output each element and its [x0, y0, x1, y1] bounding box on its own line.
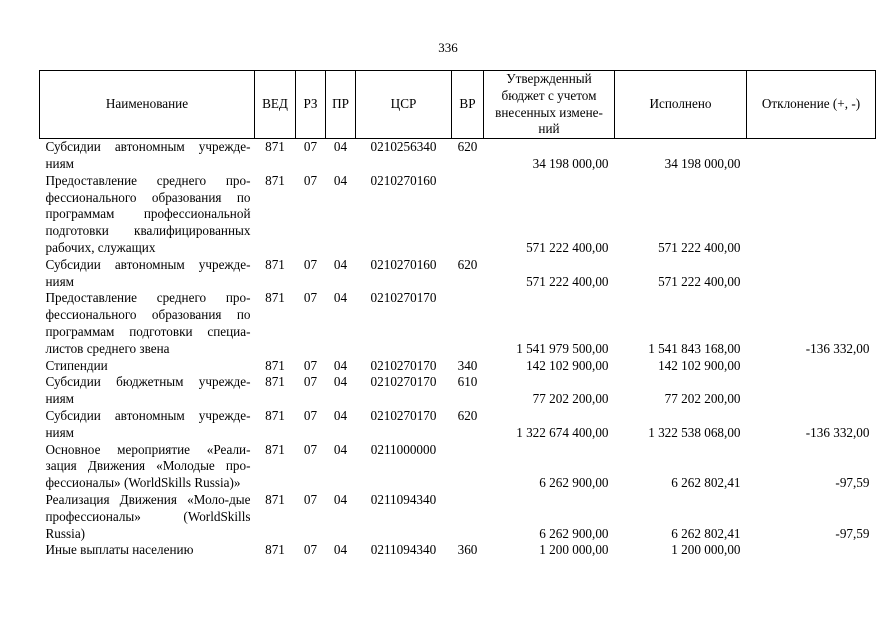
row-rz: 07 [303, 256, 318, 272]
row-deviation [747, 542, 876, 559]
row-name: Субсидии автономным учрежде-ниям [45, 256, 251, 289]
row-deviation [747, 139, 876, 173]
row-ved: 871 [265, 256, 285, 272]
row-pr: 04 [333, 491, 348, 507]
page-number: 336 [438, 40, 458, 55]
row-csr: 0210270160 [370, 256, 437, 272]
row-deviation [747, 358, 876, 375]
row-pr: 04 [333, 172, 348, 188]
row-budget: 1 200 000,00 [539, 542, 609, 558]
table-row [40, 492, 876, 542]
row-csr: 0211094340 [370, 491, 437, 507]
header-pr: ПР [326, 71, 356, 139]
row-executed: 1 322 538 068,00 [648, 424, 741, 440]
row-ved: 871 [265, 374, 285, 390]
row-budget: 142 102 900,00 [526, 357, 609, 373]
table-header-row [40, 71, 876, 139]
table-row [40, 290, 876, 357]
header-name: Наименование [40, 71, 255, 139]
row-vr [452, 173, 484, 257]
row-vr [452, 442, 484, 492]
row-name: Основное мероприятие «Реали-зация Движения «Молодые про-фессионалы» (WorldSkills Russia)» [45, 441, 251, 491]
row-budget: 77 202 200,00 [532, 391, 609, 407]
row-ved: 871 [265, 139, 285, 155]
row-deviation [747, 173, 876, 257]
row-executed: 34 198 000,00 [664, 155, 741, 171]
table-row [40, 542, 876, 559]
row-vr: 620 [457, 407, 478, 423]
row-deviation [747, 257, 876, 291]
row-csr: 0211000000 [370, 441, 437, 457]
header-rz: РЗ [296, 71, 326, 139]
row-budget: 1 322 674 400,00 [516, 424, 609, 440]
row-budget: 1 541 979 500,00 [516, 340, 609, 356]
row-deviation: -136 332,00 [805, 340, 870, 356]
row-vr [452, 492, 484, 542]
row-pr: 04 [333, 139, 348, 155]
row-csr: 0211094340 [370, 542, 437, 558]
row-ved: 871 [265, 357, 285, 373]
row-executed: 571 222 400,00 [658, 239, 741, 255]
row-ved: 871 [265, 407, 285, 423]
row-name: Предоставление среднего про-фессионального образования по программам профессиональной подготовки квалифицированных рабочих, служащих [45, 172, 251, 255]
row-deviation [747, 374, 876, 408]
row-csr: 0210270170 [370, 407, 437, 423]
row-executed: 1 200 000,00 [671, 542, 741, 558]
row-vr: 620 [457, 139, 478, 155]
row-vr [452, 290, 484, 357]
row-pr: 04 [333, 374, 348, 390]
row-csr: 0210256340 [370, 139, 437, 155]
table-row [40, 374, 876, 408]
row-ved: 871 [265, 491, 285, 507]
row-budget: 6 262 900,00 [539, 525, 609, 541]
row-budget: 34 198 000,00 [532, 155, 609, 171]
row-vr: 610 [457, 374, 478, 390]
row-pr: 04 [333, 542, 348, 558]
row-pr: 04 [333, 407, 348, 423]
row-executed: 142 102 900,00 [658, 357, 741, 373]
row-csr: 0210270170 [370, 374, 437, 390]
row-executed: 6 262 802,41 [671, 475, 741, 491]
table-row [40, 173, 876, 257]
row-ved: 871 [265, 172, 285, 188]
row-vr: 360 [457, 542, 478, 558]
row-budget: 571 222 400,00 [526, 273, 609, 289]
row-rz: 07 [303, 139, 318, 155]
row-name: Субсидии автономным учрежде-ниям [45, 407, 251, 440]
row-ved: 871 [265, 441, 285, 457]
row-vr: 340 [457, 357, 478, 373]
row-budget: 6 262 900,00 [539, 475, 609, 491]
row-csr: 0210270170 [370, 290, 437, 306]
row-name: Предоставление среднего про-фессионального образования по программам подготовки специа-листов среднего звена [45, 290, 251, 356]
row-deviation: -136 332,00 [805, 424, 870, 440]
row-pr: 04 [333, 441, 348, 457]
header-vr: ВР [452, 71, 484, 139]
row-csr: 0210270160 [370, 172, 437, 188]
table-row [40, 139, 876, 173]
table-row [40, 358, 876, 375]
row-name: Стипендии [45, 357, 108, 373]
row-name: Субсидии автономным учрежде-ниям [45, 139, 251, 171]
budget-table [39, 70, 876, 559]
row-rz: 07 [303, 357, 318, 373]
row-executed: 1 541 843 168,00 [648, 340, 741, 356]
row-rz: 07 [303, 172, 318, 188]
row-rz: 07 [303, 491, 318, 507]
row-rz: 07 [303, 407, 318, 423]
row-executed: 77 202 200,00 [664, 391, 741, 407]
table-row [40, 257, 876, 291]
row-name: Иные выплаты населению [45, 542, 194, 558]
row-deviation: -97,59 [835, 525, 870, 541]
row-name: Субсидии бюджетным учрежде-ниям [45, 374, 251, 407]
row-rz: 07 [303, 374, 318, 390]
header-budget: Утвержденный бюджет с учетом внесенных измене-ний [484, 71, 615, 139]
table-row [40, 442, 876, 492]
header-executed: Исполнено [615, 71, 747, 139]
row-rz: 07 [303, 542, 318, 558]
header-ved: ВЕД [255, 71, 296, 139]
row-executed: 571 222 400,00 [658, 273, 741, 289]
row-ved: 871 [265, 290, 285, 306]
row-budget: 571 222 400,00 [526, 239, 609, 255]
row-ved: 871 [265, 542, 285, 558]
row-csr: 0210270170 [370, 357, 437, 373]
row-rz: 07 [303, 441, 318, 457]
row-name: Реализация Движения «Моло-дые профессионалы» (WorldSkills Russia) [45, 491, 251, 541]
row-rz: 07 [303, 290, 318, 306]
row-pr: 04 [333, 357, 348, 373]
header-csr: ЦСР [356, 71, 452, 139]
table-row [40, 408, 876, 442]
row-pr: 04 [333, 256, 348, 272]
row-vr: 620 [457, 256, 478, 272]
header-deviation: Отклонение (+, -) [747, 71, 876, 139]
row-deviation: -97,59 [835, 475, 870, 491]
row-pr: 04 [333, 290, 348, 306]
row-executed: 6 262 802,41 [671, 525, 741, 541]
